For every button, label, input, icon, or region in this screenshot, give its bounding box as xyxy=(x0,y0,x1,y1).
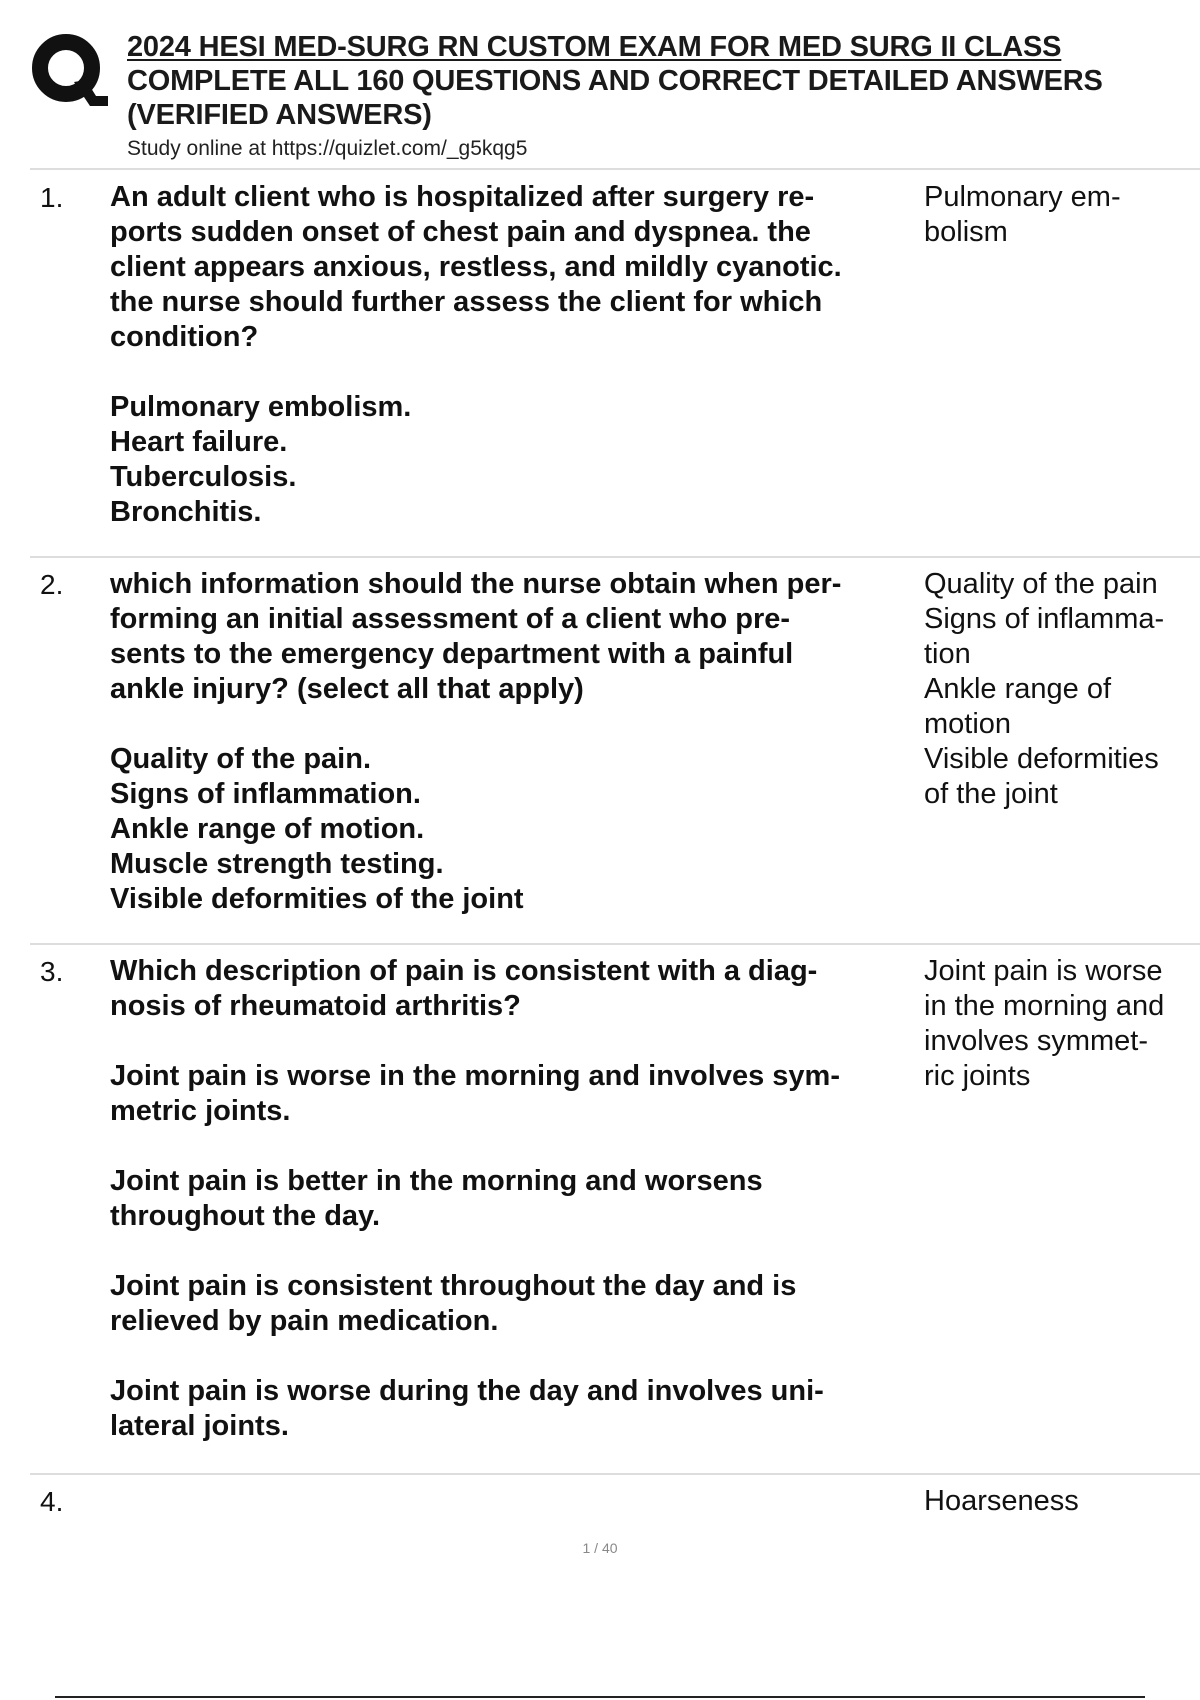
option-line: Joint pain is worse during the day and involves uni- xyxy=(110,1375,824,1407)
question-text-line: ankle injury? (select all that apply) xyxy=(110,673,584,705)
answer-line: motion xyxy=(924,708,1012,740)
option-item xyxy=(110,1269,940,1339)
answer-line: bolism xyxy=(924,216,1008,248)
page-bottom-rule xyxy=(55,1696,1145,1698)
question-number: 1. xyxy=(40,182,64,213)
document-header xyxy=(127,30,1200,162)
option-line: relieved by pain medication. xyxy=(110,1305,499,1337)
option-item: Visible deformities of the joint xyxy=(110,883,524,915)
answer-text xyxy=(924,567,1200,812)
answer-text xyxy=(924,1484,1200,1519)
question-text-line: client appears anxious, restless, and mildly cyanotic. xyxy=(110,251,842,283)
question-number: 2. xyxy=(40,569,64,600)
option-line: Joint pain is better in the morning and worsens xyxy=(110,1165,763,1197)
answer-line: Visible deformities xyxy=(924,743,1159,775)
answer-line: Quality of the pain xyxy=(924,568,1158,600)
answer-line: tion xyxy=(924,638,971,670)
option-item: Signs of inflammation. xyxy=(110,778,421,810)
question-text-line: the nurse should further assess the client for which xyxy=(110,286,823,318)
divider xyxy=(30,168,1200,170)
question-text-line: sents to the emergency department with a painful xyxy=(110,638,794,670)
options-list xyxy=(110,1059,940,1444)
answer-line: Joint pain is worse xyxy=(924,955,1163,987)
option-line: throughout the day. xyxy=(110,1200,381,1232)
option-item: Heart failure. xyxy=(110,426,288,458)
question-text-line: An adult client who is hospitalized after surgery re- xyxy=(110,181,815,213)
question-body xyxy=(110,954,940,1444)
question-text-line: which information should the nurse obtain when per- xyxy=(110,568,842,600)
answer-text xyxy=(924,954,1200,1094)
answer-line: ric joints xyxy=(924,1060,1031,1092)
answer-line: involves symmet- xyxy=(924,1025,1148,1057)
question-text-line: Which description of pain is consistent with a diag- xyxy=(110,955,818,987)
option-item: Bronchitis. xyxy=(110,496,262,528)
answer-line: of the joint xyxy=(924,778,1058,810)
question-text-line: ports sudden onset of chest pain and dyspnea. the xyxy=(110,216,811,248)
option-item: Tuberculosis. xyxy=(110,461,297,493)
answer-text xyxy=(924,180,1200,250)
question-body xyxy=(110,180,940,530)
option-item xyxy=(110,1059,940,1129)
question-text-line: nosis of rheumatoid arthritis? xyxy=(110,990,521,1022)
option-item: Muscle strength testing. xyxy=(110,848,444,880)
question-body xyxy=(110,567,940,917)
option-item: Quality of the pain. xyxy=(110,743,372,775)
options-list xyxy=(110,742,940,917)
option-line: Joint pain is worse in the morning and involves sym- xyxy=(110,1060,840,1092)
divider xyxy=(30,556,1200,558)
option-item: Pulmonary embolism. xyxy=(110,391,412,423)
answer-line: Pulmonary em- xyxy=(924,181,1121,213)
option-item xyxy=(110,1374,940,1444)
answer-line: Ankle range of xyxy=(924,673,1112,705)
option-item xyxy=(110,1164,940,1234)
answer-line: in the morning and xyxy=(924,990,1165,1022)
study-online-link[interactable]: Study online at https://quizlet.com/_g5kqg5 xyxy=(127,137,528,160)
divider xyxy=(30,1473,1200,1475)
page-number: 1 / 40 xyxy=(582,1540,618,1556)
title-line-2: COMPLETE ALL 160 QUESTIONS AND CORRECT DETAILED ANSWERS xyxy=(127,65,1103,97)
options-list xyxy=(110,390,940,530)
option-line: Joint pain is consistent throughout the day and is xyxy=(110,1270,797,1302)
question-text-line: condition? xyxy=(110,321,259,353)
answer-line: Hoarseness xyxy=(924,1485,1079,1517)
answer-line: Signs of inflamma- xyxy=(924,603,1165,635)
question-text-line: forming an initial assessment of a client who pre- xyxy=(110,603,791,635)
option-line: metric joints. xyxy=(110,1095,291,1127)
divider xyxy=(30,943,1200,945)
title-line-1: 2024 HESI MED-SURG RN CUSTOM EXAM FOR MED SURG II CLASS xyxy=(127,31,1062,63)
question-number: 3. xyxy=(40,956,64,987)
option-line: lateral joints. xyxy=(110,1410,289,1442)
title-line-3: (VERIFIED ANSWERS) xyxy=(127,99,432,131)
option-item: Ankle range of motion. xyxy=(110,813,425,845)
question-number: 4. xyxy=(40,1486,64,1517)
quizlet-q-logo-icon xyxy=(30,30,108,112)
